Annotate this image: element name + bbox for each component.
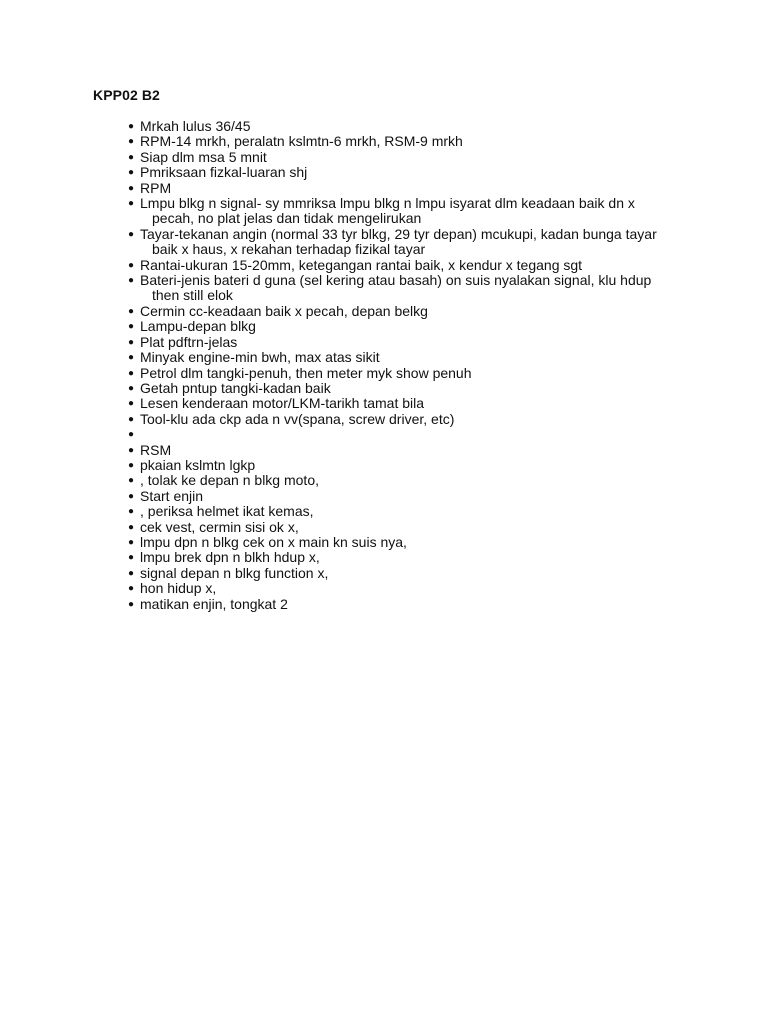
list-item [128, 504, 688, 519]
bullet-icon: ● [128, 121, 135, 132]
list-item-line: Mrkah lulus 36/45 [140, 118, 251, 134]
list-item-text [140, 273, 688, 304]
bullet-icon: ● [128, 475, 135, 487]
bullet-icon: ● [128, 305, 135, 317]
list-item-line: Plat pdftrn-jelas [140, 333, 238, 350]
list-item-text [140, 458, 688, 473]
list-item [128, 134, 688, 149]
list-item-text [140, 150, 688, 165]
list-item-line: , tolak ke depan n blkg moto, [140, 472, 319, 489]
list-item-line: signal depan n blkg function x, [140, 564, 329, 581]
list-item [128, 150, 688, 165]
list-item-text [140, 381, 688, 396]
list-item [128, 366, 688, 381]
list-item-continuation: then still elok [152, 287, 233, 304]
list-item [128, 443, 688, 458]
bullet-icon: ● [128, 259, 135, 271]
list-item-line: matikan enjin, tongkat 2 [140, 595, 288, 612]
list-item-text [140, 550, 688, 565]
list-item [128, 458, 688, 473]
list-item-text [140, 396, 688, 411]
list-item-text [140, 597, 688, 612]
list-item-line: Start enjin [140, 487, 204, 504]
bullet-icon: ● [128, 352, 135, 364]
list-item-line: lmpu dpn n blkg cek on x main kn suis nya, [140, 533, 407, 550]
bullet-icon: ● [128, 429, 135, 441]
list-item-text [140, 350, 688, 365]
list-item-line: RPM [140, 179, 172, 196]
list-item-text [140, 489, 688, 504]
list-item-text [140, 366, 688, 381]
list-item-continuation: pecah, no plat jelas dan tidak mengelirukan [152, 210, 422, 227]
bullet-icon: ● [128, 136, 135, 148]
list-item-line: Siap dlm msa 5 mnit [140, 148, 267, 165]
bullet-icon: ● [128, 228, 135, 240]
list-item-line: Pmriksaan fizkal-luaran shj [140, 164, 308, 181]
list-item-line: Petrol dlm tangki-penuh, then meter myk show penuh [140, 364, 472, 381]
list-item-line: Lesen kenderaan motor/LKM-tarikh tamat bila [140, 395, 425, 412]
bullet-icon: ● [128, 506, 135, 518]
list-item [128, 581, 688, 596]
list-item [128, 165, 688, 180]
list-item-text [140, 304, 688, 319]
list-item [128, 181, 688, 196]
list-item [128, 412, 688, 427]
list-item-line: RSM [140, 441, 172, 458]
list-item-text [140, 319, 688, 334]
list-item-text [140, 165, 688, 180]
list-item-text [140, 535, 688, 550]
list-item-text [140, 566, 688, 581]
bullet-icon: ● [128, 167, 135, 179]
list-item [128, 196, 688, 227]
bullet-icon: ● [128, 151, 135, 163]
list-item [128, 489, 688, 504]
bullet-icon: ● [128, 583, 135, 595]
list-item-line: Tool-klu ada ckp ada n vv(spana, screw driver, etc) [140, 410, 455, 427]
list-item [128, 597, 688, 612]
list-item [128, 427, 688, 442]
list-item-line: , periksa helmet ikat kemas, [140, 503, 314, 520]
bullet-icon: ● [128, 567, 135, 579]
list-item [128, 119, 688, 134]
list-item [128, 535, 688, 550]
bullet-icon: ● [128, 182, 135, 194]
list-item [128, 550, 688, 565]
list-item [128, 273, 688, 304]
list-item-text [140, 258, 688, 273]
list-item-text [140, 443, 688, 458]
list-item [128, 304, 688, 319]
list-item-line: Bateri-jenis bateri d guna (sel kering atau basah) on suis nyalakan signal, klu hdup [140, 272, 652, 289]
list-item-line: Minyak engine-min bwh, max atas sikit [140, 349, 380, 366]
bullet-icon: ● [128, 536, 135, 548]
bullet-icon: ● [128, 413, 135, 425]
list-item-text [140, 119, 688, 134]
list-item-line: RPM-14 mrkh, peralatn kslmtn-6 mrkh, RSM-9 mrkh [140, 133, 463, 150]
list-item-text [140, 581, 688, 596]
list-item-text [140, 181, 688, 196]
bullet-icon: ● [128, 490, 135, 502]
bullet-icon: ● [128, 367, 135, 379]
list-item [128, 381, 688, 396]
bullet-icon: ● [128, 321, 135, 333]
bullet-icon: ● [128, 521, 135, 533]
list-item [128, 227, 688, 258]
list-item-text [140, 520, 688, 535]
list-item [128, 335, 688, 350]
list-item [128, 566, 688, 581]
list-item-line: Tayar-tekanan angin (normal 33 tyr blkg, 29 tyr depan) mcukupi, kadan bunga tayar [140, 225, 657, 242]
bullet-icon: ● [128, 398, 135, 410]
bullet-icon: ● [128, 459, 135, 471]
bullet-icon: ● [128, 598, 135, 610]
list-item-text [140, 504, 688, 519]
list-item [128, 350, 688, 365]
list-item [128, 396, 688, 411]
list-item-text [140, 412, 688, 427]
bullet-icon: ● [128, 552, 135, 564]
list-item-text [140, 473, 688, 488]
bullet-icon: ● [128, 198, 135, 210]
list-item [128, 473, 688, 488]
list-item-text [140, 134, 688, 149]
list-item-line: Cermin cc-keadaan baik x pecah, depan belkg [140, 302, 428, 319]
list-item-continuation: baik x haus, x rekahan terhadap fizikal tayar [152, 241, 426, 258]
list-item-text [140, 196, 688, 227]
list-item-line: pkaian kslmtn lgkp [140, 456, 256, 473]
list-item [128, 319, 688, 334]
list-item-line: Rantai-ukuran 15-20mm, ketegangan rantai baik, x kendur x tegang sgt [140, 256, 583, 273]
list-item-line: cek vest, cermin sisi ok x, [140, 518, 299, 535]
bullet-icon: ● [128, 336, 135, 348]
document-title: KPP02 B2 [93, 87, 160, 103]
list-item-line: lmpu brek dpn n blkh hdup x, [140, 549, 320, 566]
bullet-icon: ● [128, 444, 135, 456]
list-item-line: Lampu-depan blkg [140, 318, 256, 335]
list-item-text [140, 227, 688, 258]
bullet-icon: ● [128, 275, 135, 287]
list-item-line: Getah pntup tangki-kadan baik [140, 379, 331, 396]
list-item-line: Lmpu blkg n signal- sy mmriksa lmpu blkg n lmpu isyarat dlm keadaan baik dn x [140, 195, 635, 212]
checklist [128, 119, 688, 612]
list-item [128, 258, 688, 273]
list-item [128, 520, 688, 535]
list-item-text [140, 335, 688, 350]
bullet-icon: ● [128, 382, 135, 394]
list-item-line: hon hidup x, [140, 580, 217, 597]
